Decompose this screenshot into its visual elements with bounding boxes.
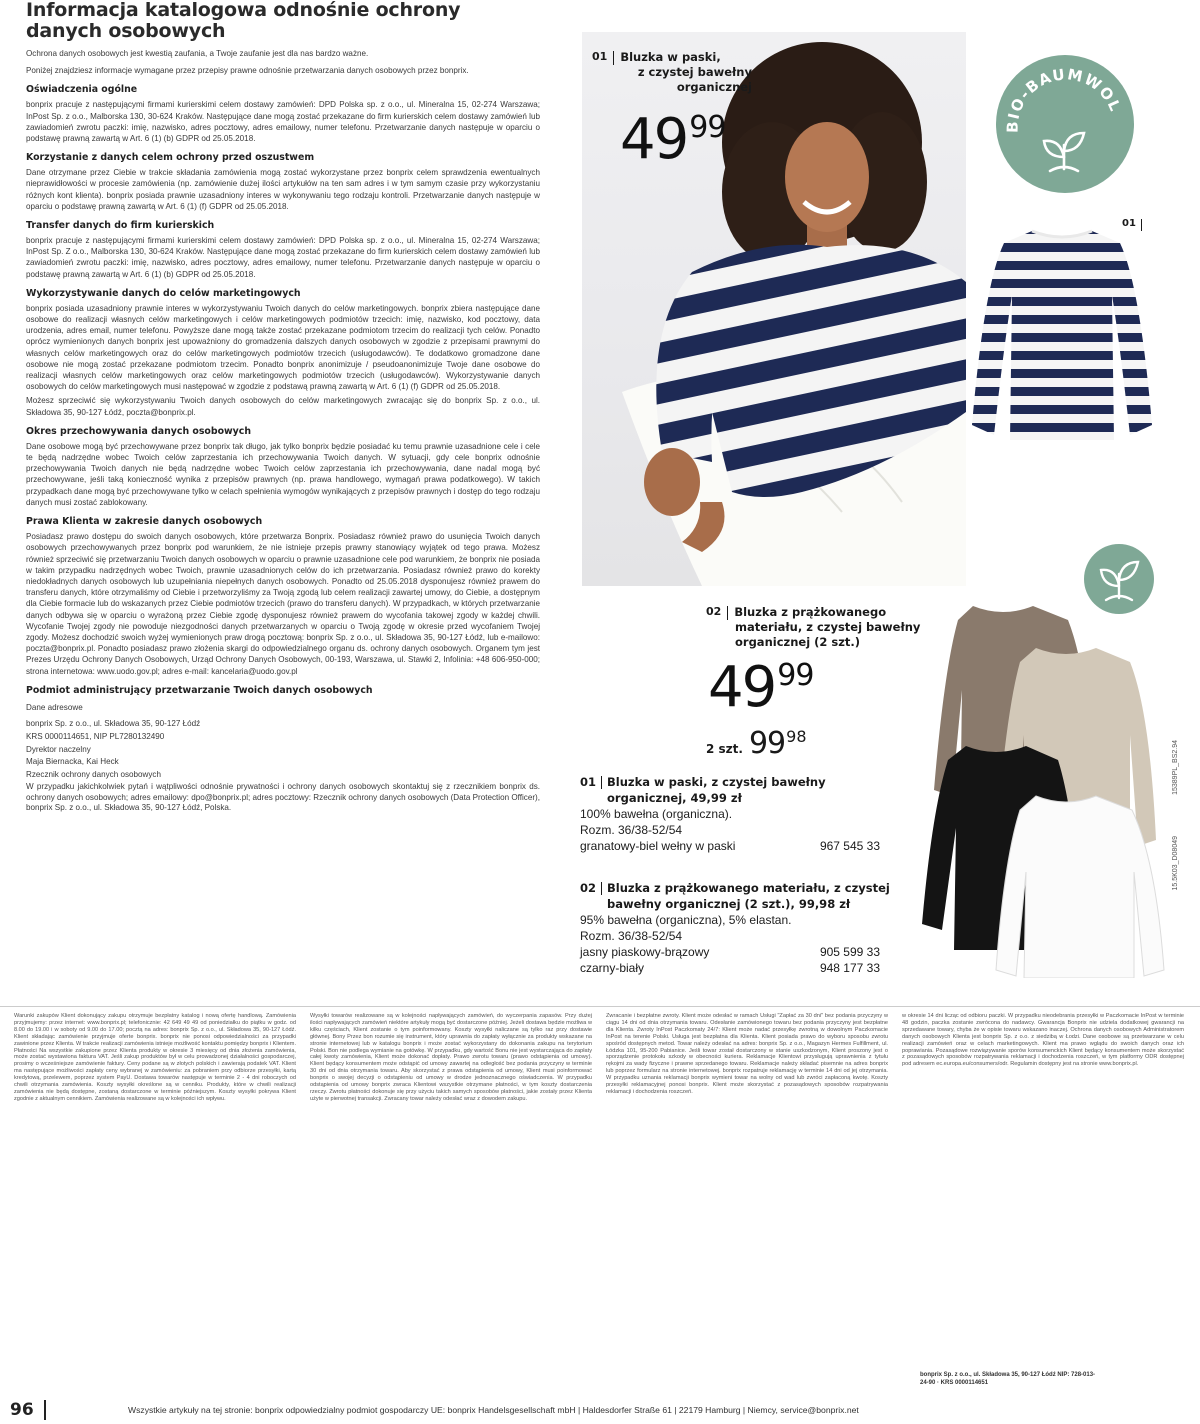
product-details <box>580 774 910 976</box>
detail-number: 02 <box>580 881 597 895</box>
detail-title: Bluzka w paski, z czystej bawełny organicznej, 49,99 zł <box>607 775 826 805</box>
divider <box>727 606 728 620</box>
bio-baumwolle-badge <box>996 55 1134 193</box>
section-heading: Okres przechowywania danych osobowych <box>26 425 252 437</box>
side-article-code: 15.5K03_D08049 <box>1172 836 1179 891</box>
product-2-multi-price <box>706 728 807 760</box>
company-signature: bonprix Sp. z o.o., ul. Składowa 35, 90-127 Łódź NIP: 728-013-24-90 · KRS 0000114651 <box>920 1372 1096 1386</box>
shirt-label-divider <box>1141 219 1142 231</box>
product-1-price <box>620 107 726 172</box>
divider <box>601 882 602 895</box>
product-1-callout <box>592 50 752 95</box>
privacy-intro <box>26 48 540 76</box>
section-heading: Podmiot administrujący przetwarzanie Twoich danych osobowych <box>26 684 373 696</box>
badge-graphic <box>996 55 1134 193</box>
title-line: organicznej (2 szt.) <box>735 635 861 649</box>
page-number-divider <box>44 1400 46 1420</box>
ribbed-shirts-image <box>918 600 1170 978</box>
detail-line: Rozm. 36/38-52/54 <box>580 929 683 943</box>
page-footer <box>0 1398 1200 1424</box>
privacy-section <box>26 220 540 280</box>
detail-heading <box>580 774 910 806</box>
divider <box>613 51 614 65</box>
detail-heading <box>580 880 910 912</box>
privacy-info-column <box>26 0 540 814</box>
section-text: Możesz sprzeciwić się wykorzystywaniu Twoich danych osobowych do celów marketingowych zwracając się do bonprix Sp. z o.o., ul. Składowa 35, 90-127 Łódź, poczta@bonprix.pl. <box>26 396 540 417</box>
admin-line: Dyrektor naczelny <box>26 744 91 754</box>
product-title <box>620 50 720 65</box>
detail-item <box>580 774 910 854</box>
product-2-price <box>708 655 814 720</box>
variant-name: czarny-biały <box>580 961 645 975</box>
terms-column: Warunki zakupów Klient dokonujący zakupu otrzymuje bezpłatny katalog i nową ofertę handlową. Zamówienia przyjmujemy: przez internet: www.bonprix.pl; telefonicznie: 42 649 49 49 od poniedziałku do piątku w godz. od 8.00 do 19.00 i w soboty od 9.00 do 17.00; pocztą na adres: bonprix Sp. z o.o., ul. Składowa 35, 90-127 Łódź. Klient składając zamówienie przyjmuje oferte bonprix. bonprix nie ponosi odpowiedzialności za przypadki zawinione przez Klienta. W trakcie realizacji zamówienia istnieje możliwość kontaktu pomiędzy bonprix i Klientem. Płatności Na wszystkie zakupione przez Klienta produkty w okresie 3 miesięcy od dnia złożenia zamówienia, może zostać wystawiona faktura VAT. Jeśli zakup produktów był w celu prowadzonej działalności gospodarczej, prosimy o wcześniejsze zamówienie faktury. Ceny podane są w złotych polskich i zawierają podatek VAT. Klient ma następujące możliwości zapłaty ceny wybranej w zamówieniu: za pobraniem przy odbiorze przesyłki, kartą kredytową, przelewem, poprzez system PayU. Dostawa towarów następuje w terminie 2 - 4 dni roboczych od chwili otrzymania zamówienia. Koszty wysyłki określone są w cenniku. Produkty, które w chwili realizacji zamówienia nie będą dostępne, zostaną dostarczone w terminie późniejszym. Koszty wysyłki pokrywa Klient zgodnie z aktualnym cennikiem. Zamówienia realizowane są w kolejności ich wpływu. <box>14 1013 296 1102</box>
variant-code: 905 599 33 <box>819 945 880 959</box>
page-number: 96 <box>10 1400 34 1420</box>
privacy-section <box>26 426 540 508</box>
variant-row <box>580 960 880 976</box>
detail-number: 01 <box>580 775 597 789</box>
section-heading: Transfer danych do firm kurierskich <box>26 220 215 232</box>
title-line: z czystej bawełny <box>637 65 752 79</box>
footer-note: Wszystkie artykuły na tej stronie: bonprix odpowiedzialny podmiot gospodarczy UE: bonprix Handelsgesellschaft mbH | Haldesdorfer Straße 61 | 22179 Hamburg | Niemcy, service@bonprix.net <box>128 1405 859 1415</box>
multi-price-decimals: 98 <box>786 727 807 746</box>
section-text: bonprix pracuje z następującymi firmami kurierskimi celem dostawy zamówień: DPD Polska sp. z o.o., ul. Mineralna 15, 02-274 Warszawa; InPost Sp. z o.o., Malborska 130, 30-624 Kraków. Następujące dane mogą zostać przekazane do firm kurierskich celem dostawy zamówień lub zawiadomień zwrotu paczki: imię, nazwisko, adres pocztowy, adres emailowy, numer telefonu. Przetwarzanie danych następuje w oparciu o podstawę prawną zawartą w Art. 6 (1) (b) GDPR od 25.05.2018. <box>26 100 540 144</box>
terms-column: Wysyłki towarów realizowane są w kolejności napływających zamówień, do wyczerpania zapasów. Przy dużej ilości napływających zamówień niektóre artykuły mogą być dostarczone później. Jeżeli dostawa będzie możliwa w kilku częściach, Klient zostanie o tym poinformowany. Koszty wysyłki naliczane są tylko raz przy dostawie głównej. Bony Przez bon rozumie się instrument, który uprawnia do zapłaty wyłącznie za produkty wskazane na stronie internetowej lub w katalogu bonprix i może zostać wykorzystany do dokonania zakupu na terytorium Polski. Bon nie podlega wymianie na gotówkę. W przypadku, gdy wartość Bonu nie jest wystarczająca do zapłaty całej kwoty zamówienia, Klient może dokonać dopłaty. Prawo zwrotu towaru (prawo odstąpienia od umowy). Klient będący konsumentem może odstąpić od umowy zawartej na odległość bez podania przyczyny w terminie 30 dni od dnia otrzymania towaru. Aby skorzystać z prawa odstąpienia od umowy, Klient musi poinformować bonprix o swojej decyzji o odstąpieniu od umowy w drodze jednoznacznego oświadczenia. W przypadku odstąpienia od umowy bonprix zwraca Klientowi wszystkie otrzymane płatności, w tym koszty dostarczenia rzeczy. Zwrotu płatności dokonuje się przy użyciu takich samych sposobów płatności, jakie zostały przez Klienta użyte w pierwotnej transakcji. Zwracany towar należy odesłać wraz z dowodem zakupu. <box>310 1013 592 1102</box>
privacy-section <box>26 84 540 144</box>
section-heading: Wykorzystywanie danych do celów marketingowych <box>26 287 301 299</box>
section-text: Posiadasz prawo dostępu do swoich danych osobowych, które przetwarza Bonprix. Posiadasz również prawo do usunięcia Twoich danych osobowych przechowywanych przez bonprix pod warunkiem, że nie istnieje przepis prawny stanowiący wyjątek od tego prawa. Możesz również sprzeciwić się przetwarzaniu Twoich danych osobowych w oparciu o prawnie uzasadnione cele pod warunkiem, że bonprix nie posiada w takim przypadku nadrzędnych wobec Twoich, prawnie uzasadnionych celów do ich przetwarzania. Posiadasz również prawo do korekty niedokładnych danych osobowych lub uzupełniania niepełnych danych osobowych. Ponadto od 25.05.2018 dysponujesz również prawem do transferu danych, które otrzymaliśmy od Ciebie i przetworzyliśmy za Twoją zgodą lub celem realizacji zawartej umowy, do Ciebie, a dostępnym dla Ciebie formacie lub do wskazanych przez Ciebie podmiotów trzecich (prawo do transferu danych). W przypadkach, w których przetwarzanie danych odbywa się w oparciu o wyrażoną przez Ciebie zgodę dysponujesz również prawem do wycofania takowej zgody w każdej chwili. Wycofanie Twojej zgody nie powoduje niezgodności danych przetwarzanych w oparciu o Twoją zgodę w okresie przed wycofaniem Twojej zgody. Możesz dochodzić swoich wyżej wymienionych praw drogą pocztową: bonprix Sp. z o.o., ul. Składowa 35, 90-127 Łódź, lub e-mailowo: poczta@bonprix.pl. Ponadto posiadasz prawo złożenia skargi do odpowiedzialnego organu ds. ochrony danych osobowych. Organem tym jest Prezes Urzędu Ochrony Danych Osobowych, Urząd Ochrony Danych Osobowych, 00-193, Warszawa, ul. Stawki 2, Infolinia: +48 606-950-000; strona internetowa: www.uodo.gov.pl; adres e-mail: kancelaria@uodo.gov.pl <box>26 532 540 676</box>
multi-price-main: 99 <box>748 726 786 761</box>
price-main: 49 <box>708 655 776 720</box>
price-decimals: 99 <box>689 110 726 145</box>
title-line: Bluzka z prążkowanego <box>734 605 887 619</box>
section-heading: Prawa Klienta w zakresie danych osobowych <box>26 516 263 528</box>
title-line: materiału, z czystej bawełny <box>735 620 921 634</box>
ribbed-shirts-graphic <box>918 600 1170 978</box>
privacy-intro-paragraph: Poniżej znajdziesz informacje wymagane przez przepisy prawne odnośnie przetwarzania danych osobowych przez bonprix. <box>26 66 469 76</box>
detail-title: Bluzka z prążkowanego materiału, z czystej bawełny organicznej (2 szt.), 99,98 zł <box>607 881 890 911</box>
price-decimals: 99 <box>777 658 814 693</box>
title-line: organicznej <box>676 80 752 94</box>
variant-row <box>580 944 880 960</box>
privacy-section <box>26 288 540 418</box>
section-text: bonprix pracuje z następującymi firmami kurierskimi celem dostawy zamówień: DPD Polska sp. z o.o., ul. Mineralna 15, 02-274 Warszawa; InPost Sp. Z o.o., Malborska 130, 30-624 Kraków. Następujące dane mogą zostać przekazane do firm kurierskich celem dostawy zamówień lub zawiadomień zwrotu paczki: imię, nazwisko, adres pocztowy, adres emailowy, numer telefonu. Przetwarzanie danych następuje w oparciu o podstawę prawną zawartą w Art. 6 (1) (b) GDPR od 25.05.2018. <box>26 236 540 279</box>
side-article-code: 15389PL_BS2.94 <box>1172 740 1179 795</box>
admin-line: W przypadku jakichkolwiek pytań i wątpliwości odnośnie prywatności i ochrony danych osobowych skontaktuj się z rzecznikiem bonprix ds. ochrony danych osobowych; adres emailowy: dpo@bonprix.pl; adres pocztowy: Rzecznik ochrony danych osobowych (Data Protection Officer), bonprix Sp. z o.o., ul. Składowa 35, 90-127 Łódź, Polska. <box>26 782 540 813</box>
section-text: bonprix posiada uzasadniony prawnie interes w wykorzystywaniu Twoich danych do celów marketingowych. bonprix zbiera następujące dane osobowe do realizacji własnych celów marketingowych i celów marketingowych podmiotów trzecich: imię, nazwisko, kod pocztowy, data urodzenia, adres email, numer telefonu. Powyższe dane mogą także zostać przekazane podmiotom trzecim do realizacji tych celów. Ponadto oprócz wymienionych danych bonprix jest upoważniony do gromadzenia dalszych danych osobowych w zgodzie z przepisami prawnymi do własnych celów marketingowych oraz do celów marketingowych podmiotów trzecich (usługodawców). Te dodatkowo gromadzone dane osobowe nie mogą zostać przekazane podmiotom trzecim. Ponadto bonprix anonimizuje / pseudoanonimizuje Twoje dane osobowe do realizacji własnych celów marketingowych oraz celów marketingowych podmiotów trzecich (usługodawców). Wykorzystywanie danych osobowych do celów marketingowych musi następować w zgodzie z podstawą prawną zawartą w Art. 6 (1) (f) GDPR od 25.05.2018. <box>26 303 540 392</box>
striped-shirt-image <box>962 225 1162 450</box>
section-heading: Korzystanie z danych celem ochrony przed oszustwem <box>26 152 315 164</box>
terms-column: w okresie 14 dni licząc od odbioru paczki. W przypadku nieodebrania przesyłki w Paczkomacie InPost w terminie 48 godzin, paczka zostanie zwrócona do nadawcy. Gwarancja Bonprix nie udziela dodatkowej gwarancji na sprzedawane towary, chyba że w opisie towaru wskazano inaczej. Ochrona danych osobowych Administratorem danych osobowych Klienta jest bonprix Sp. z o.o. z siedzibą w Łodzi. Dane osobowe są przetwarzane w celu realizacji zamówień oraz w celach marketingowych. Klient ma prawo wglądu do swoich danych oraz ich poprawiania. Pozasądowe rozwiązywanie sporów konsumenckich Klient będący konsumentem może skorzystać z pozasądowych sposobów rozpatrywania reklamacji i dochodzenia roszczeń, w tym platformy ODR dostępnej pod adresem ec.europa.eu/consumers/odr. Regulamin dostępny jest na stronie www.bonprix.pl. <box>902 1013 1184 1068</box>
privacy-section <box>26 152 540 212</box>
privacy-title: Informacja katalogowa odnośnie ochrony danych osobowych <box>26 0 461 42</box>
product-number: 01 <box>592 50 608 63</box>
multi-prefix: 2 szt. <box>706 742 743 756</box>
admin-line: KRS 0000114651, NIP PL7280132490 <box>26 731 165 741</box>
variant-code: 948 177 33 <box>819 961 880 975</box>
variant-row <box>580 838 880 854</box>
privacy-section <box>26 516 540 677</box>
section-heading: Oświadczenia ogólne <box>26 84 138 96</box>
section-text: Dane otrzymane przez Ciebie w trakcie składania zamówienia mogą zostać wykorzystane przez bonprix celem sprawdzenia ewentualnych nieprawidłowości w procesie zamówienia (np. zamówienie dużej ilości artykułów na ten sam adres i w tym samym czasie przy wykorzystaniu różnych kont klienta). bonprix posiada prawnie uzasadniony interes w wykonywaniu tego rodzaju kontroli. Przetwarzanie danych następuje w oparciu o podstawę prawną zawartą w Art. 6 (1) (f) GDPR od 25.05.2018. <box>26 168 540 211</box>
detail-line: 100% bawełna (organiczna). <box>580 807 733 821</box>
section-text: Dane osobowe mogą być przechowywane przez bonprix tak długo, jak tylko bonprix będzie posiadać ku temu prawnie uzasadnione cele i cele te będą nadrzędne wobec Twoich celów zaprzestania ich przechowywania Twoich danych. W sytuacji, gdy cele bonprix odnośnie przechowywania Twoich danych nie będą nadrzędne wobec Twoich celów zaprzestania ich przechowywania, dane nadal mogą być przechowywane, jeśli taką konieczność wynika z przepisów prawnych (np. prawa handlowego, wymagań prawa podatkowego). W takich przypadkach dane mogą być przechowywane tylko w celach spełnienia wymogów wynikających z przepisów prawnych i dostęp do tego rodzaju danych musi zostać zablokowany. <box>26 441 540 507</box>
detail-line: Rozm. 36/38-52/54 <box>580 823 683 837</box>
variant-name: jasny piaskowy-brązowy <box>580 945 710 959</box>
admin-line: Rzecznik ochrony danych osobowych <box>26 769 161 779</box>
divider <box>601 776 602 789</box>
product-number: 02 <box>706 605 722 618</box>
privacy-section-admin <box>26 685 540 814</box>
title-line: Bluzka w paski, <box>620 50 721 64</box>
detail-item <box>580 880 910 976</box>
striped-shirt-graphic <box>962 225 1162 450</box>
variant-name: granatowy-biel wełny w paski <box>580 839 736 853</box>
variant-code: 967 545 33 <box>819 839 880 853</box>
product-2-callout <box>706 605 946 650</box>
badge-text: BIO-BAUMWOL <box>1003 65 1125 134</box>
terms-column: Zwracanie i bezpłatne zwroty. Klient może odesłać w ramach Usługi "Zapłać za 30 dni" bez podania przyczyny w ciągu 14 dni od dnia otrzymania towaru. Odesłanie zamówionego towaru bez podania przyczyny jest bezpłatne dla Klienta. Zwroty InPost Paczkomaty 24/7: Klient może nadać przesyłkę zwrotną w dowolnym Paczkomacie InPost na terenie Polski. Usługa jest bezpłatna dla Klienta. Klient posiada prawo do wyboru sposobu zwrotu spośród dostępnych metod. Towar należy odesłać na adres: bonprix Sp. z o.o., Magazyn Hermes Fulfillment, ul. Łódzka 101, 95-200 Pabianice. Jeśli towar został dostarczony w stanie uszkodzonym, Klient proszony jest o sporządzenie protokołu szkody w obecności kuriera. Reklamacje Klientowi przysługują uprawnienia z tytułu rękojmi za wady fizyczne i prawne sprzedanego towaru. Reklamacje należy składać pisemnie na adres bonprix lub poprzez formularz na stronie internetowej. bonprix rozpatruje reklamację w terminie 14 dni od jej otrzymania. W przypadku uznania reklamacji bonprix wymieni towar na wolny od wad lub zwróci zapłaconą kwotę. Koszty przesyłki reklamacyjnej ponosi bonprix. Klient może skorzystać z pozasądowych sposobów rozpatrywania reklamacji i dochodzenia roszczeń. <box>606 1013 888 1095</box>
svg-text:BIO-BAUMWOLLE <box>996 55 1125 133</box>
price-main: 49 <box>620 107 688 172</box>
privacy-intro-paragraph: Ochrona danych osobowych jest kwestią zaufania, a Twoje zaufanie jest dla nas bardzo ważne. <box>26 49 369 58</box>
detail-line: 95% bawełna (organiczna), 5% elastan. <box>580 913 792 927</box>
leaf-icon <box>1044 133 1084 171</box>
admin-line: bonprix Sp. z o.o., ul. Składowa 35, 90-127 Łódź <box>26 719 201 729</box>
terms-section <box>0 1006 1200 1396</box>
admin-line: Maja Biernacka, Kai Heck <box>26 757 119 767</box>
shirt-label: 01 <box>1122 218 1136 229</box>
admin-line: Dane adresowe <box>26 702 83 712</box>
